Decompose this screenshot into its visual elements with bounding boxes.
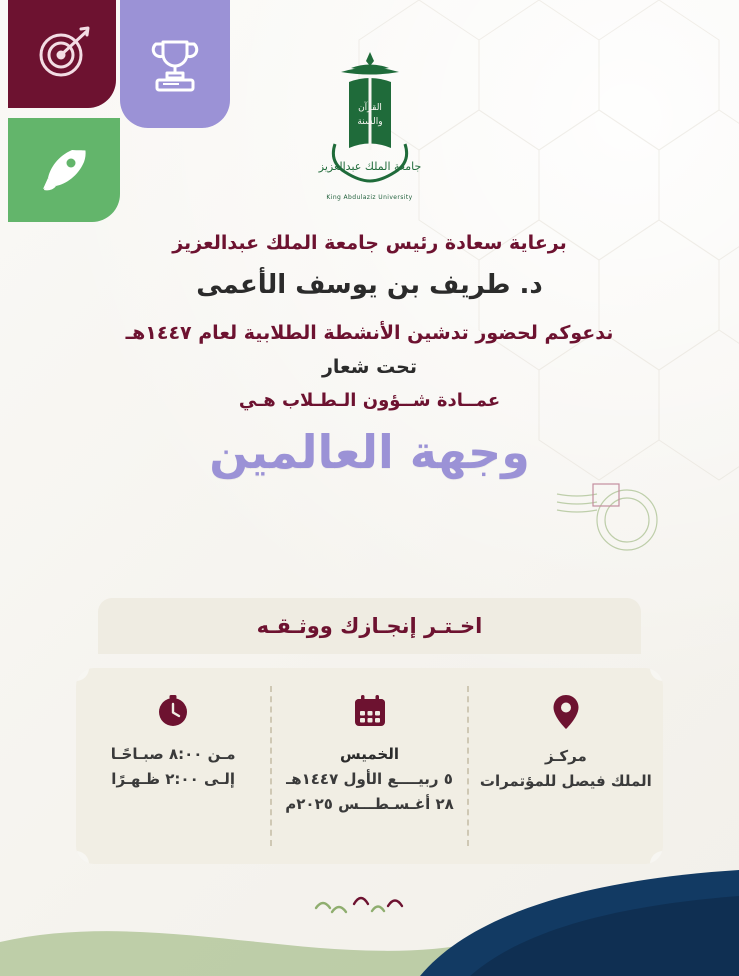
info-location <box>469 668 663 864</box>
location-line-1: مركـز <box>544 747 587 765</box>
under-slogan-label: تحت شعار <box>321 356 418 378</box>
poster-text-block <box>0 232 739 479</box>
date-line-3: ٢٨ أغـسـطـــس ٢٠٢٥م <box>285 794 454 813</box>
svg-text:القرآن: القرآن <box>357 103 382 113</box>
calendar-icon <box>353 694 387 728</box>
info-time <box>76 668 270 864</box>
kau-logo-mark <box>305 48 435 188</box>
slogan-text: وجهة العالمين <box>209 425 530 479</box>
info-ticket <box>76 668 663 864</box>
bottom-waves <box>0 846 739 976</box>
invitation-line: ندعوكم لحضور تدشين الأنشطة الطلابية لعام ١٤٤٧هـ <box>125 322 614 344</box>
svg-text:والسنة: والسنة <box>356 117 383 127</box>
clock-icon <box>156 694 190 728</box>
time-line-1: مـن ٨:٠٠ صبـاحًـا <box>110 745 236 763</box>
logo-name-en: King Abdulaziz University <box>326 194 413 201</box>
patron-line: برعاية سعادة رئيس جامعة الملك عبدالعزيز <box>172 232 567 254</box>
location-line-2: الملك فيصل للمؤتمرات <box>479 771 652 790</box>
banner-text: اخـتـر إنجـازك ووثـقـه <box>256 614 483 638</box>
logo-name-ar: جامعة الملك عبدالعزيز <box>318 160 421 173</box>
university-logo <box>0 48 739 201</box>
birds-decoration <box>310 884 430 924</box>
banner <box>98 598 641 654</box>
patron-name: د. طريف بن يوسف الأعمى <box>196 270 543 300</box>
deanship-line: عمــادة شــؤون الـطـلاب هـي <box>238 390 501 411</box>
date-line-2: ٥ ربيــــع الأول ١٤٤٧هـ <box>286 769 453 788</box>
location-pin-icon <box>551 694 581 730</box>
date-line-1: الخميس <box>340 745 399 763</box>
info-date <box>272 668 466 864</box>
stamp-decoration <box>549 478 669 568</box>
time-line-2: إلـى ٢:٠٠ ظـهـرًا <box>111 769 236 788</box>
